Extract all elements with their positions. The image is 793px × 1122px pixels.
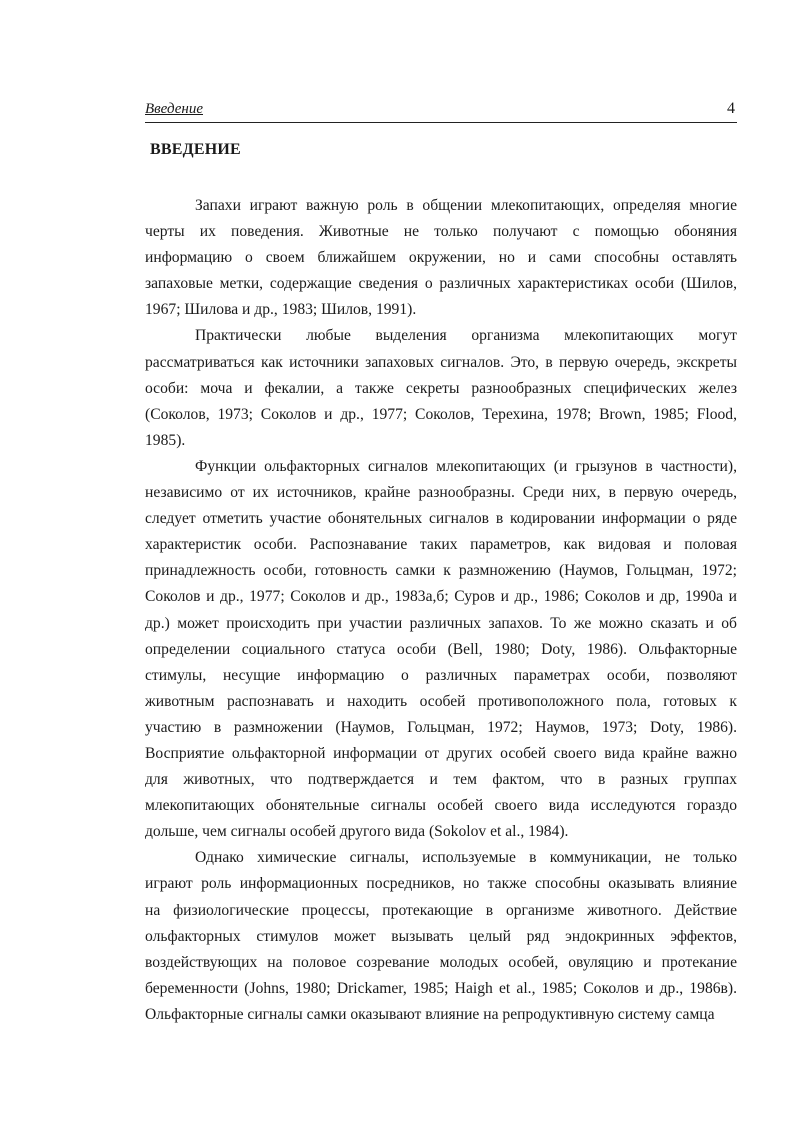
text-line: особи: моча и фекалии, а также секреты разнообразных специфических желез bbox=[145, 379, 737, 397]
text-line: для животных, что подтверждается и тем фактом, что в разных группах bbox=[145, 771, 737, 789]
text-line: на физиологические процессы, протекающие в организме животного. Действие bbox=[145, 901, 737, 919]
text-line: рассматриваться как источники запаховых сигналов. Это, в первую очередь, экскреты bbox=[145, 353, 737, 371]
text-line: дольше, чем сигналы особей другого вида (Sokolov et al., 1984). bbox=[145, 823, 569, 841]
section-heading: ВВЕДЕНИЕ bbox=[150, 141, 241, 158]
text-line: Однако химические сигналы, используемые в коммуникации, не только bbox=[195, 849, 737, 867]
text-line: Практически любые выделения организма млекопитающих могут bbox=[195, 327, 737, 345]
text-line: млекопитающих обонятельные сигналы особей своего вида исследуются гораздо bbox=[145, 797, 737, 815]
text-line: Соколов и др., 1977; Соколов и др., 1983а,б; Суров и др., 1986; Соколов и др, 1990а и bbox=[145, 588, 737, 606]
text-line: следует отметить участие обонятельных сигналов в кодировании информации о ряде bbox=[145, 510, 737, 528]
text-line: принадлежность особи, готовность самки к размножению (Наумов, Гольцман, 1972; bbox=[145, 562, 737, 580]
text-line: определении социального статуса особи (Bell, 1980; Doty, 1986). Ольфакторные bbox=[145, 640, 737, 658]
text-line: Ольфакторные сигналы самки оказывают влияние на репродуктивную систему самца bbox=[145, 1005, 715, 1023]
text-line: независимо от их источников, крайне разнообразны. Среди них, в первую очередь, bbox=[145, 484, 737, 502]
text-line: стимулы, несущие информацию о различных параметрах особи, позволяют bbox=[145, 666, 737, 684]
paragraph bbox=[145, 454, 737, 845]
text-line: Запахи играют важную роль в общении млекопитающих, определяя многие bbox=[195, 197, 737, 214]
text-line: играют роль информационных посредников, но также способны оказывать влияние bbox=[145, 875, 737, 893]
text-line: запаховые метки, содержащие сведения о различных характеристиках особи (Шилов, bbox=[145, 275, 737, 293]
text-line: животным распознавать и находить особей противоположного пола, готовых к bbox=[145, 692, 737, 710]
running-head bbox=[145, 100, 737, 123]
text-line: Функции ольфакторных сигналов млекопитающих (и грызунов в частности), bbox=[195, 457, 737, 475]
text-line: (Соколов, 1973; Соколов и др., 1977; Соколов, Терехина, 1978; Brown, 1985; Flood, bbox=[145, 405, 737, 423]
text-line: участию в размножении (Наумов, Гольцман, 1972; Наумов, 1973; Doty, 1986). bbox=[145, 718, 737, 736]
paragraph bbox=[145, 193, 737, 323]
text-line: 1985). bbox=[145, 431, 186, 449]
text-line: информацию о своем ближайшем окружении, но и сами способны оставлять bbox=[145, 249, 737, 267]
text-line: характеристик особи. Распознавание таких параметров, как видовая и половая bbox=[145, 536, 737, 554]
text-line: 1967; Шилова и др., 1983; Шилов, 1991). bbox=[145, 301, 417, 319]
text-line: Восприятие ольфакторной информации от других особей своего вида крайне важно bbox=[145, 744, 737, 762]
paragraph bbox=[145, 845, 737, 1028]
text-line: черты их поведения. Животные не только получают с помощью обоняния bbox=[145, 223, 737, 241]
paragraph bbox=[145, 323, 737, 453]
text-line: воздействующих на половое созревание молодых особей, овуляцию и протекание bbox=[145, 953, 737, 971]
running-head-title: Введение bbox=[145, 101, 203, 117]
text-line: ольфакторных стимулов может вызывать целый ряд эндокринных эффектов, bbox=[145, 927, 737, 945]
text-line: беременности (Johns, 1980; Drickamer, 1985; Haigh et al., 1985; Соколов и др., 1986в). bbox=[145, 979, 737, 997]
body-text bbox=[145, 193, 737, 1028]
text-line: др.) может происходить при участии различных запахов. То же можно сказать и об bbox=[145, 614, 737, 632]
page-number: 4 bbox=[727, 100, 735, 117]
